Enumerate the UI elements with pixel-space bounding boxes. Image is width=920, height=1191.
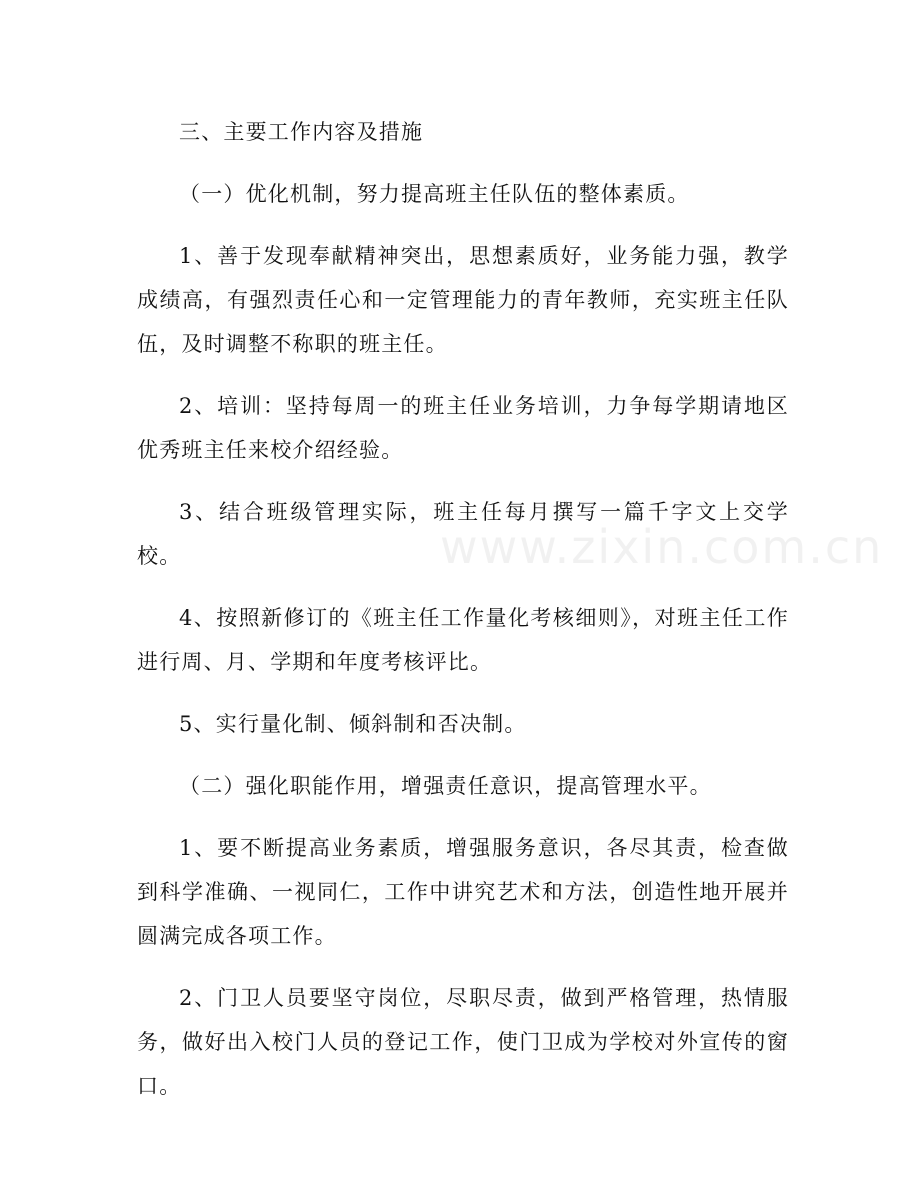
document-body [137, 110, 789, 1108]
paragraph: 2、门卫人员要坚守岗位，尽职尽责，做到严格管理，热情服务，做好出入校门人员的登记工作，使门卫成为学校对外宣传的窗口。 [137, 986, 789, 1098]
paragraph: 5、实行量化制、倾斜制和否决制。 [179, 712, 527, 736]
paragraph: 4、按照新修订的《班主任工作量化考核细则》，对班主任工作进行周、月、学期和年度考核评比。 [137, 606, 789, 674]
subsection-heading: （一）优化机制，努力提高班主任队伍的整体素质。 [179, 182, 690, 206]
paragraph: 1、要不断提高业务素质，增强服务意识，各尽其责，检查做到科学准确、一视同仁，工作中讲究艺术和方法，创造性地开展并圆满完成各项工作。 [137, 836, 789, 948]
paragraph: 1、善于发现奉献精神突出，思想素质好，业务能力强，教学成绩高，有强烈责任心和一定管理能力的青年教师，充实班主任队伍，及时调整不称职的班主任。 [137, 244, 789, 356]
watermark: www.zixin.com.cn [440, 520, 884, 574]
paragraph: 3、结合班级管理实际，班主任每月撰写一篇千字文上交学校。 [137, 500, 789, 568]
section-heading: 三、主要工作内容及措施 [179, 120, 424, 144]
paragraph: 2、培训：坚持每周一的班主任业务培训，力争每学期请地区优秀班主任来校介绍经验。 [137, 394, 789, 462]
subsection-heading: （二）强化职能作用，增强责任意识，提高管理水平。 [179, 774, 712, 798]
